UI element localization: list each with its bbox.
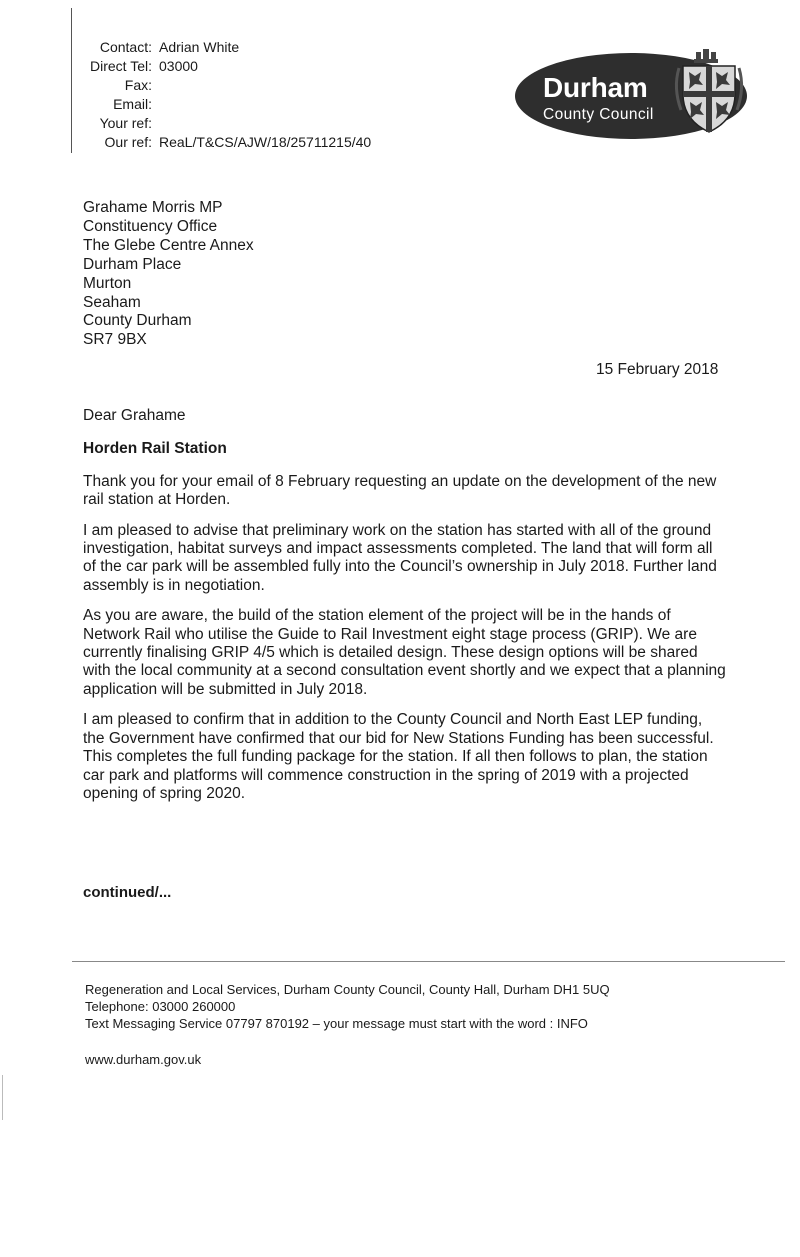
scan-mark (2, 1075, 3, 1120)
continued-marker: continued/... (83, 884, 172, 901)
address-line: Durham Place (83, 255, 182, 273)
contact-row (70, 38, 371, 57)
address-line: County Durham (83, 312, 192, 330)
fax-label: Fax: (124, 77, 152, 93)
reference-block (70, 38, 371, 152)
footer-website-link[interactable]: www.durham.gov.uk (85, 1052, 202, 1067)
footer-text-service: Text Messaging Service 07797 870192 – your message must start with the word : INFO (85, 1016, 588, 1031)
body-paragraph: Thank you for your email of 8 February requesting an update on the development of the new rail station at Horden. (83, 472, 717, 509)
address-line: The Glebe Centre Annex (83, 236, 254, 254)
our-ref-label: Our ref: (104, 134, 152, 150)
footer (85, 981, 610, 1032)
address-line: Grahame Morris MP (83, 199, 223, 216)
direct-tel-label: Direct Tel: (90, 58, 152, 74)
logo-title: Durham (543, 72, 648, 103)
letter-date: 15 February 2018 (596, 361, 719, 378)
body-paragraph: I am pleased to confirm that in addition to the County Council and North East LEP funding, the Government have confirmed that our bid for New Stations Funding has been successful. This completes the full funding package for the station. If all then follows to plan, the station car park and platforms will commence construction in the spring of 2019 with a projected opening of spring 2020. (83, 711, 714, 802)
our-ref-value: ReaL/T&CS/AJW/18/25711215/40 (159, 134, 372, 150)
letter-body (83, 407, 728, 815)
email-row (70, 95, 371, 114)
recipient-address (83, 199, 254, 350)
fax-row (70, 76, 371, 95)
address-line: Murton (83, 274, 132, 292)
body-paragraph: As you are aware, the build of the station element of the project will be in the hands of Network Rail who utilise the Guide to Rail Investment eight stage process (GRIP). We are currently finalising GRIP 4/5 which is detailed design. These design options will be shared with the local community at a second consultation event shortly and we expect that a planning application will be submitted in July 2018. (83, 607, 726, 698)
salutation: Dear Grahame (83, 407, 186, 424)
footer-divider (72, 961, 785, 962)
durham-county-council-logo (513, 48, 753, 140)
subject-heading: Horden Rail Station (83, 440, 227, 458)
footer-address: Regeneration and Local Services, Durham County Council, County Hall, Durham DH1 5UQ (85, 982, 610, 997)
your-ref-row (70, 114, 371, 133)
body-paragraph: I am pleased to advise that preliminary work on the station has started with all of the ground investigation, habitat surveys and impact assessments completed. The land that will form all of the car park will be assembled fully into the Council’s ownership in July 2018. Further land assembly is in negotiation. (83, 521, 717, 594)
direct-tel-row (70, 57, 371, 76)
direct-tel-value: 03000 (159, 58, 198, 74)
logo-subtitle: County Council (543, 106, 654, 123)
address-line: Constituency Office (83, 217, 218, 235)
our-ref-row (70, 133, 371, 152)
your-ref-label: Your ref: (99, 115, 152, 131)
address-line: SR7 9BX (83, 331, 147, 349)
contact-value: Adrian White (159, 39, 240, 55)
contact-label: Contact: (99, 39, 152, 55)
footer-telephone: Telephone: 03000 260000 (85, 999, 236, 1014)
address-line: Seaham (83, 293, 141, 311)
email-label: Email: (113, 96, 152, 112)
